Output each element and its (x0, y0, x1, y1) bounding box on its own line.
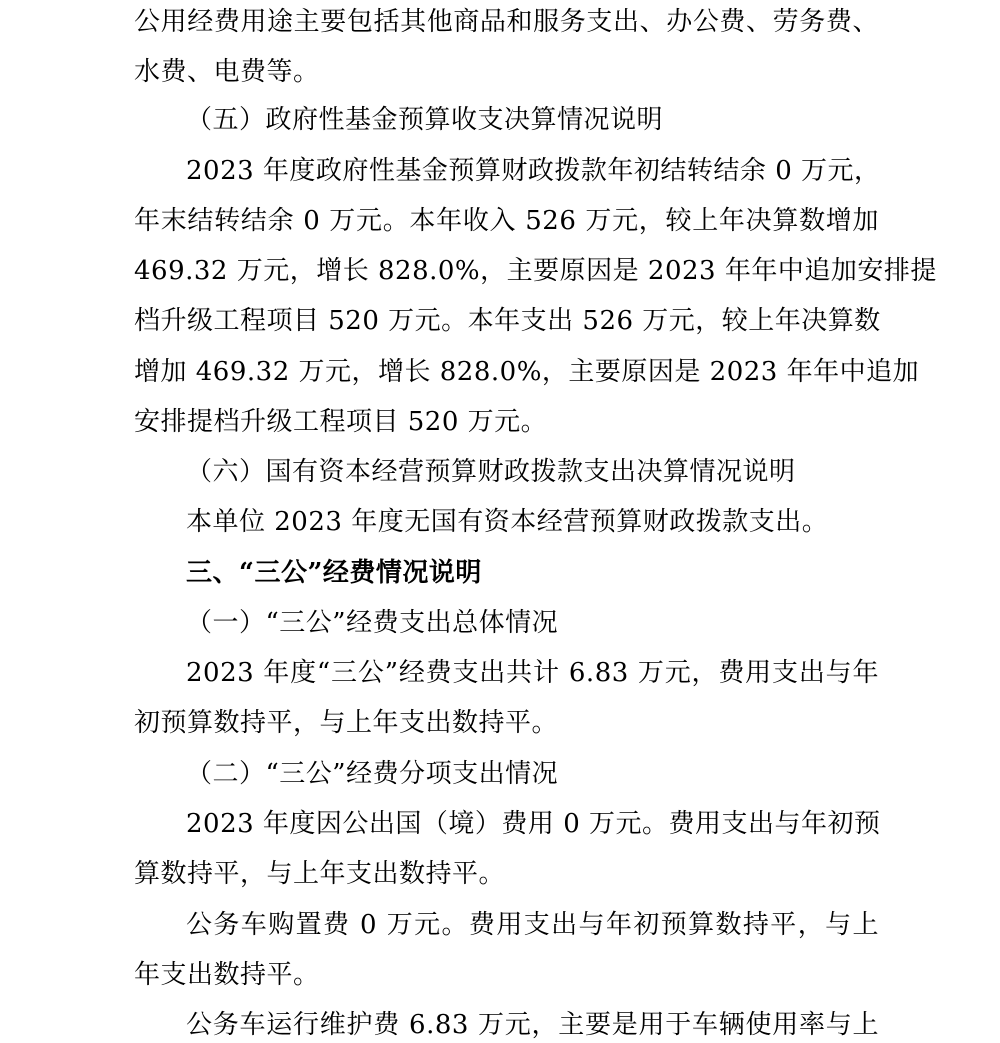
section-heading: （二）“三公”经费分项支出情况 (186, 759, 559, 789)
paragraph-line: 年末结转结余 0 万元。本年收入 526 万元，较上年决算数增加 (134, 206, 879, 236)
paragraph-line: 469.32 万元，增长 828.0%，主要原因是 2023 年年中追加安排提 (134, 256, 937, 286)
paragraph-line: 2023 年度“三公”经费支出共计 6.83 万元，费用支出与年 (186, 658, 879, 688)
paragraph-line: 增加 469.32 万元，增长 828.0%，主要原因是 2023 年年中追加 (134, 357, 920, 387)
paragraph-line: 公用经费用途主要包括其他商品和服务支出、办公费、劳务费、 (134, 7, 879, 37)
paragraph-line: 算数持平，与上年支出数持平。 (134, 859, 506, 889)
paragraph-line: 2023 年度因公出国（境）费用 0 万元。费用支出与年初预 (186, 809, 881, 839)
paragraph-line: 水费、电费等。 (134, 57, 320, 87)
section-heading: （六）国有资本经营预算财政拨款支出决算情况说明 (186, 457, 796, 487)
section-heading: （五）政府性基金预算收支决算情况说明 (186, 105, 664, 135)
paragraph-line: 档升级工程项目 520 万元。本年支出 526 万元，较上年决算数 (134, 306, 881, 336)
chapter-heading: 三、“三公”经费情况说明 (186, 558, 482, 588)
paragraph-line: 公务车运行维护费 6.83 万元，主要是用于车辆使用率与上 (186, 1010, 879, 1040)
paragraph-line: 公务车购置费 0 万元。费用支出与年初预算数持平，与上 (186, 910, 879, 940)
paragraph-line: 初预算数持平，与上年支出数持平。 (134, 708, 559, 738)
paragraph-line: 本单位 2023 年度无国有资本经营预算财政拨款支出。 (186, 507, 829, 537)
section-heading: （一）“三公”经费支出总体情况 (186, 608, 559, 638)
paragraph-line: 年支出数持平。 (134, 960, 320, 990)
paragraph-line: 安排提档升级工程项目 520 万元。 (134, 407, 548, 437)
paragraph-line: 2023 年度政府性基金预算财政拨款年初结转结余 0 万元， (186, 156, 881, 186)
